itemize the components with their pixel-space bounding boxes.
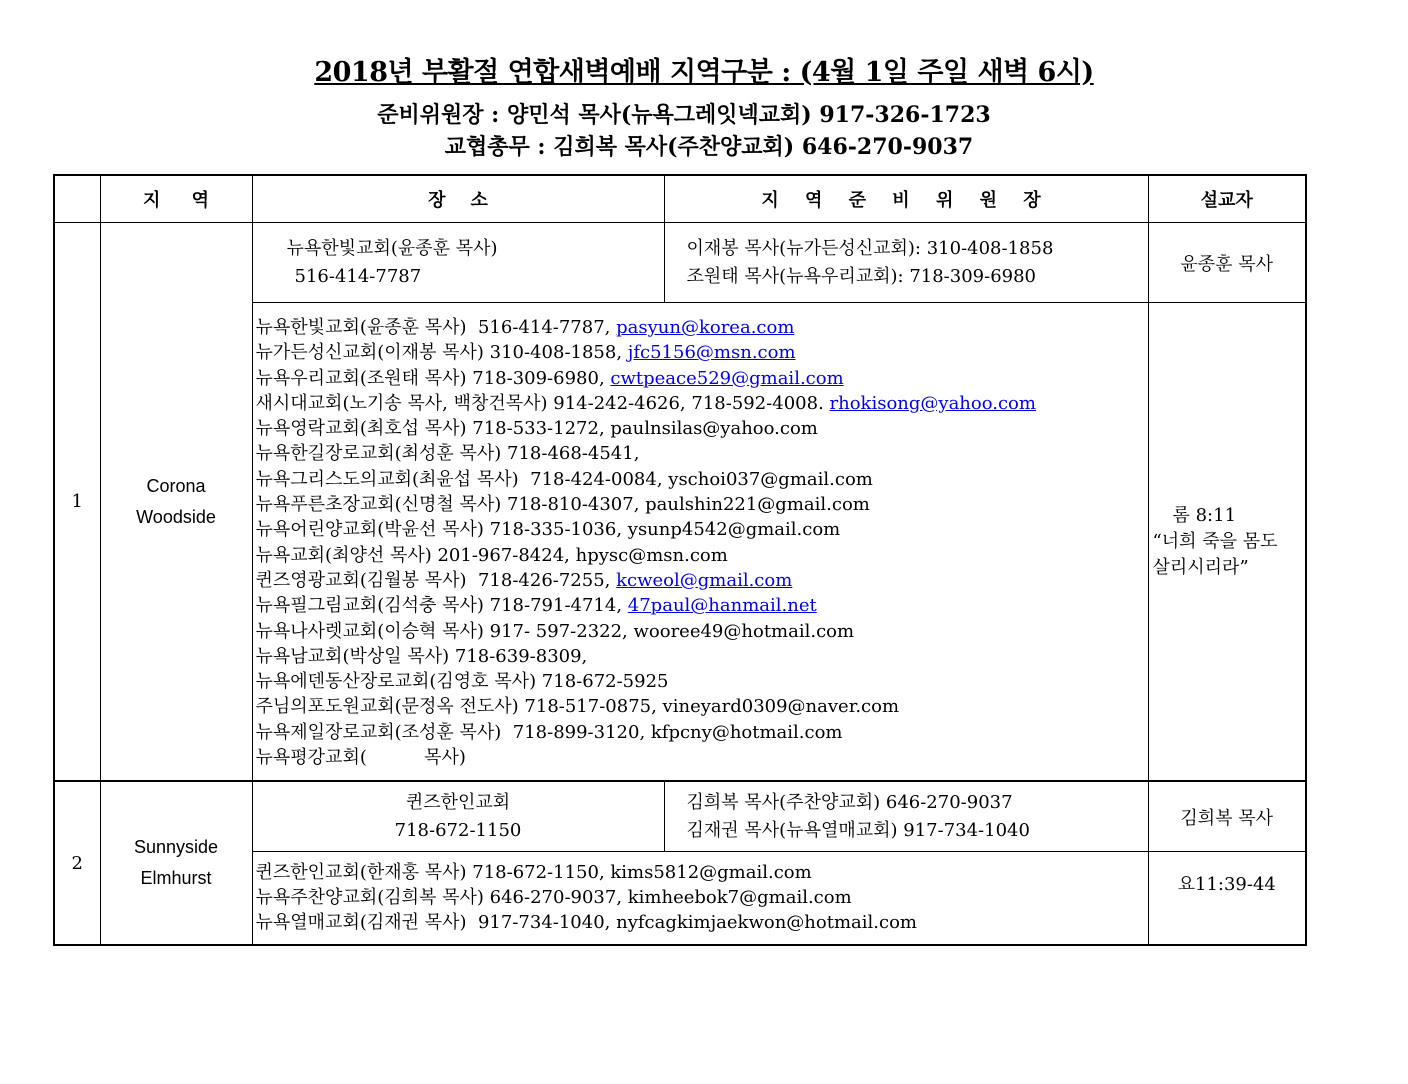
list-item <box>256 517 1148 542</box>
region-line: Sunnyside <box>133 837 219 858</box>
church-entry-text: 뉴욕주찬양교회(김희복 목사) 646-270-9037, kimheebok7@gmail.com <box>255 887 852 909</box>
row-number: 1 <box>54 223 100 782</box>
region-row-2-top <box>54 781 1306 851</box>
preacher: 김희복 목사 <box>1148 781 1306 851</box>
region-row-1-top <box>54 223 1306 303</box>
region-name <box>100 781 252 945</box>
list-item <box>256 340 1148 365</box>
preacher: 윤종훈 목사 <box>1148 223 1306 303</box>
header-committee: 지 역 준 비 위 원 장 <box>664 175 1148 223</box>
header-region: 지 역 <box>100 175 252 223</box>
email-link[interactable]: kcweol@gmail.com <box>616 569 793 591</box>
church-entry-text: 퀸즈영광교회(김월봉 목사) 718-426-7255, <box>255 569 617 591</box>
list-item <box>256 694 1148 719</box>
list-item <box>256 720 1148 745</box>
church-entry-text: 뉴욕교회(최양선 목사) 201-967-8424, hpysc@msn.com <box>255 544 728 566</box>
list-item <box>256 885 1148 910</box>
list-item <box>256 593 1148 618</box>
church-list-container <box>256 315 1148 770</box>
church-entry-text: 뉴욕필그림교회(김석충 목사) 718-791-4714, <box>255 595 628 617</box>
list-item <box>256 366 1148 391</box>
email-link[interactable]: jfc5156@msn.com <box>627 342 796 364</box>
church-entry-text: 퀸즈한인교회(한재홍 목사) 718-672-1150, kims5812@gmail.com <box>255 861 812 883</box>
list-item <box>256 568 1148 593</box>
email-link[interactable]: 47paul@hanmail.net <box>627 595 817 617</box>
list-item <box>256 745 1148 770</box>
venue <box>252 781 664 851</box>
list-item <box>256 467 1148 492</box>
church-entry-text: 뉴욕한길장로교회(최성훈 목사) 718-468-4541, <box>255 443 640 465</box>
venue-name: 퀸즈한인교회 <box>405 791 511 813</box>
venue-phone: 516-414-7787 <box>294 265 422 287</box>
list-item <box>256 391 1148 416</box>
committee <box>664 223 1148 303</box>
venue <box>252 223 664 303</box>
church-entry-text: 뉴욕에덴동산장로교회(김영호 목사) 718-672-5925 <box>255 671 669 693</box>
list-item <box>256 619 1148 644</box>
list-item <box>256 492 1148 517</box>
row-number: 2 <box>54 781 100 945</box>
church-entry-text: 뉴욕제일장로교회(조성훈 목사) 718-899-3120, kfpcny@hotmail.com <box>255 721 843 743</box>
church-entry-text: 뉴욕그리스도의교회(최윤섭 목사) 718-424-0084, yschoi037@gmail.com <box>255 468 873 490</box>
church-entry-text: 뉴욕나사렛교회(이승혁 목사) 917- 597-2322, wooree49@hotmail.com <box>255 620 855 642</box>
committee-member: 김희복 목사(주찬양교회) 646-270-9037 <box>686 791 1013 813</box>
church-entry-text: 뉴욕어린양교회(박윤선 목사) 718-335-1036, ysunp4542@gmail.com <box>255 519 841 541</box>
church-entry-text: 뉴욕남교회(박상일 목사) 718-639-8309, <box>255 645 588 667</box>
email-link[interactable]: pasyun@korea.com <box>616 317 795 338</box>
header-number <box>54 175 100 223</box>
email-link[interactable]: cwtpeace529@gmail.com <box>610 367 844 389</box>
header-row <box>54 175 1306 223</box>
header-preacher: 설교자 <box>1148 175 1306 223</box>
verse-reference: 요11:39-44 <box>1177 873 1276 895</box>
church-entry-text: 새시대교회(노기송 목사, 백창건목사) 914-242-4626, 718-592-4008. <box>255 392 830 414</box>
region-line: Corona <box>146 475 206 496</box>
region-line: Elmhurst <box>140 868 212 889</box>
church-entry-text: 뉴가든성신교회(이재봉 목사) 310-408-1858, <box>255 342 628 364</box>
list-item <box>256 315 1148 340</box>
email-link[interactable]: rhokisong@yahoo.com <box>829 392 1036 414</box>
list-item <box>256 860 1148 885</box>
church-entry-text: 뉴욕평강교회( 목사) <box>255 747 466 769</box>
verse-reference: 롬 8:11 <box>1172 504 1237 526</box>
chair-info: 준비위원장 : 양민석 목사(뉴욕그레잇넥교회) 917-326-1723 <box>377 102 991 128</box>
church-entry-text: 뉴욕푸른초장교회(신명철 목사) 718-810-4307, paulshin221@gmail.com <box>255 494 870 516</box>
list-item <box>256 543 1148 568</box>
church-entry-text: 주님의포도원교회(문정옥 전도사) 718-517-0875, vineyard0309@naver.com <box>255 696 900 718</box>
region-line: Woodside <box>136 506 216 527</box>
committee <box>664 781 1148 851</box>
secretary-info: 교협총무 : 김희복 목사(주찬양교회) 646-270-9037 <box>444 134 974 160</box>
list-item <box>256 644 1148 669</box>
church-entry-text: 뉴욕열매교회(김재권 목사) 917-734-1040, nyfcagkimjaekwon@hotmail.com <box>255 912 917 934</box>
verse-text: “너희 죽을 몸도 <box>1152 530 1278 552</box>
church-entry-text: 뉴욕한빛교회(윤종훈 목사) 516-414-7787, <box>255 317 617 338</box>
church-list <box>252 303 1148 782</box>
region-table <box>53 174 1307 946</box>
list-item <box>256 910 1148 935</box>
church-list-container <box>256 860 1148 936</box>
verse-text: 살리시리라” <box>1152 556 1249 578</box>
list-item <box>256 416 1148 441</box>
header-place: 장 소 <box>252 175 664 223</box>
sermon-verse <box>1148 303 1306 782</box>
church-list <box>252 851 1148 945</box>
committee-member: 조원태 목사(뉴욕우리교회): 718-309-6980 <box>686 265 1037 287</box>
church-entry-text: 뉴욕영락교회(최호섭 목사) 718-533-1272, paulnsilas@yahoo.com <box>255 418 818 440</box>
committee-member: 김재권 목사(뉴욕열매교회) 917-734-1040 <box>686 819 1030 841</box>
list-item <box>256 441 1148 466</box>
venue-phone: 718-672-1150 <box>394 819 522 841</box>
region-name <box>100 223 252 782</box>
page-title: 2018년 부활절 연합새벽예배 지역구분 : (4월 1일 주일 새벽 6시) <box>314 57 1094 88</box>
committee-member: 이재봉 목사(뉴가든성신교회): 310-408-1858 <box>686 237 1054 259</box>
venue-name: 뉴욕한빛교회(윤종훈 목사) <box>286 237 498 259</box>
list-item <box>256 669 1148 694</box>
sermon-verse <box>1148 851 1306 945</box>
church-entry-text: 뉴욕우리교회(조원태 목사) 718-309-6980, <box>255 367 611 389</box>
